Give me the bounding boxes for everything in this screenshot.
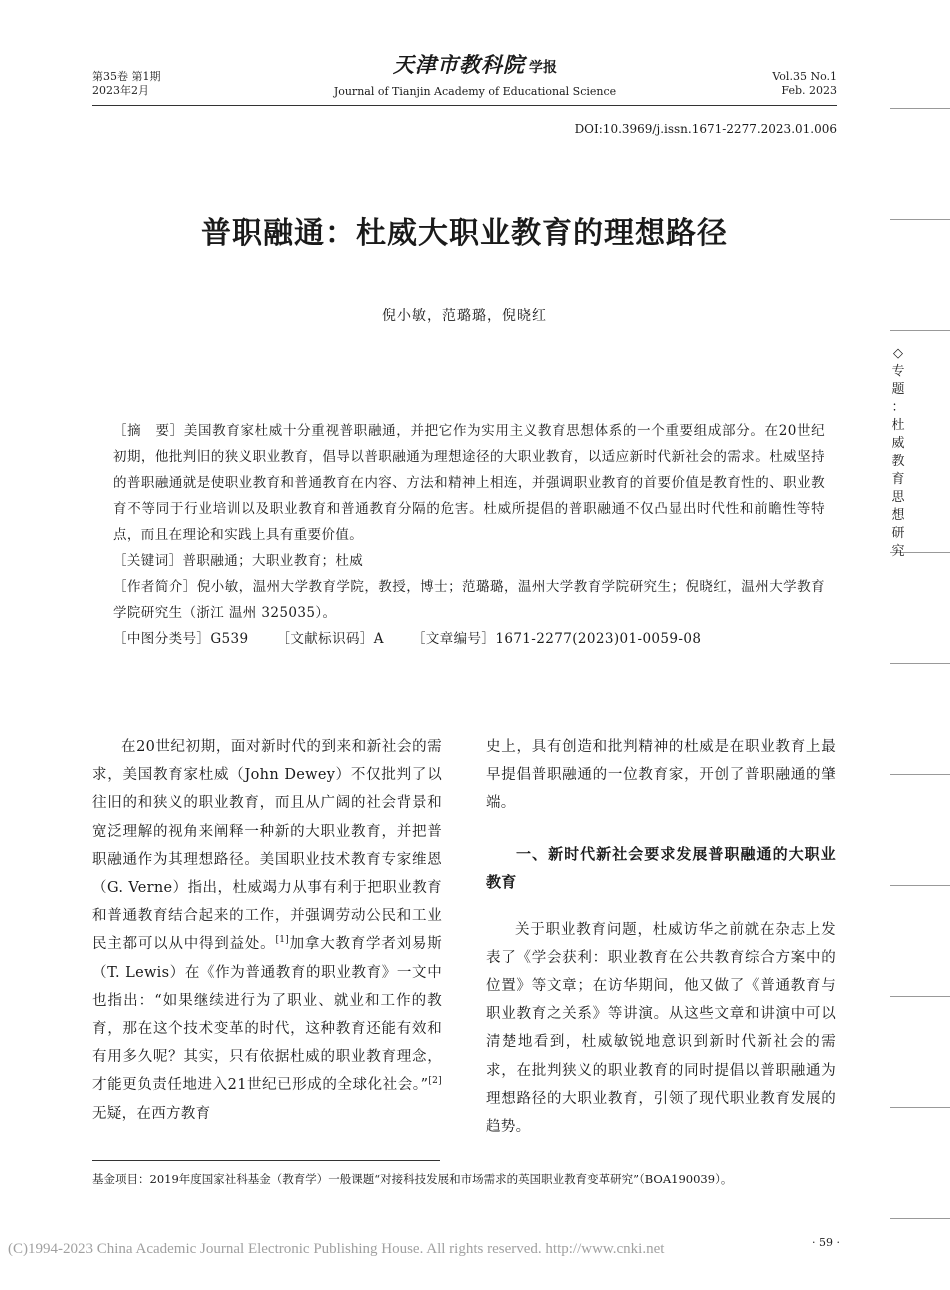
side-divider (890, 1218, 950, 1219)
body-paragraph: 关于职业教育问题，杜威访华之前就在杂志上发表了《学会获利：职业教育在公共教育综合方案中的位置》等文章；在访华期间，他又做了《普通教育与职业教育之关系》等讲演。从这些文章和讲演中可以清楚地看到，杜威敏锐地意识到新时代新社会的需求，在批判狭义的职业教育的同时提倡以普职融通为理想路径的大职业教育，引领了现代职业教育发展的趋势。 (486, 921, 836, 1136)
abstract (113, 418, 825, 548)
side-char: ： (891, 400, 905, 415)
journal-logo-suffix: 学报 (529, 60, 557, 76)
clc-value: G539 (210, 631, 249, 647)
journal-logo-text: 天津市教科院 (393, 52, 525, 77)
special-topic-label (888, 345, 908, 561)
side-divider (890, 885, 950, 886)
side-char: 思 (891, 490, 905, 505)
side-divider (890, 330, 950, 331)
keywords (113, 548, 825, 574)
body-column-left (92, 733, 442, 1128)
abstract-block (113, 418, 825, 652)
body-paragraph: 史上，具有创造和批判精神的杜威是在职业教育上最早提倡普职融通的一位教育家，开创了普职融通的肇端。 (486, 739, 836, 812)
doi[interactable]: DOI:10.3969/j.issn.1671-2277.2023.01.006 (574, 122, 837, 136)
author-bio (113, 574, 825, 626)
header-right (740, 70, 837, 98)
article-authors: 倪小敏，范璐璐，倪晓红 (382, 308, 547, 324)
side-char: 研 (891, 526, 905, 541)
abstract-label: ［摘 要］ (113, 423, 184, 439)
side-divider (890, 996, 950, 997)
article-no-label: ［文章编号］ (411, 631, 496, 647)
doc-code-label: ［文献标识码］ (276, 631, 374, 647)
date-en: Feb. 2023 (781, 84, 837, 97)
body-text: 加拿大教育学者刘易斯（T. Lewis）在《作为普通教育的职业教育》一文中也指出：“如果继续进行为了职业、就业和工作的教育，那在这个技术变革的时代，这种教育还能有效和有用多久呢？其实，只有依据杜威的职业教育理念，才能更负责任地进入21世纪已形成的全球化社会。” (92, 936, 443, 1094)
body-text: 无疑，在西方教育 (92, 1105, 211, 1122)
header-divider (92, 105, 837, 106)
side-char: 杜 (891, 418, 905, 433)
side-char: 教 (891, 454, 905, 469)
diamond-icon: ◇ (893, 346, 903, 361)
author-bio-text: 倪小敏，温州大学教育学院，教授，博士；范璐璐，温州大学教育学院研究生；倪晓红，温州大学教育学院研究生（浙江 温州 325035）。 (113, 579, 826, 621)
journal-logo (300, 52, 650, 81)
body-text: 在20世纪初期，面对新时代的到来和新社会的需求，美国教育家杜威（John Dewey）不仅批判了以往旧的和狭义的职业教育，而且从广阔的社会背景和宽泛理解的视角来阐释一种新的大职业教育，并把普职融通作为其理想路径。美国职业技术教育专家维恩（G. Verne）指出，杜威竭力从事有利于把职业教育和普通教育结合起来的工作，并强调劳动公民和工业民主都可以从中得到益处。 (92, 739, 442, 953)
keywords-label: ［关键词］ (113, 553, 183, 569)
side-divider (890, 663, 950, 664)
citation-ref[interactable]: [1] (275, 935, 290, 946)
classification-row (113, 626, 825, 652)
author-bio-label: ［作者简介］ (113, 579, 197, 595)
article-title: 普职融通：杜威大职业教育的理想路径 (201, 216, 728, 251)
clc-label: ［中图分类号］ (113, 631, 211, 647)
side-char: 题 (891, 382, 905, 397)
journal-name-en: Journal of Tianjin Academy of Educational Science (333, 85, 617, 98)
side-divider (890, 1107, 950, 1108)
funding-footnote: 基金项目：2019年度国家社科基金（教育学）一般课题“对接科技发展和市场需求的英国职业教育变革研究”（BOA190039）。 (92, 1172, 733, 1186)
side-char: 想 (891, 508, 905, 523)
side-char: 究 (891, 544, 905, 559)
copyright-watermark: (C)1994-2023 China Academic Journal Electronic Publishing House. All rights reserved. http://www.cnki.net (8, 1241, 665, 1257)
footnote-divider (92, 1160, 440, 1161)
body-column-right (486, 733, 836, 1141)
volume-issue-en: Vol.35 No.1 (772, 70, 837, 83)
citation-ref[interactable]: [2] (428, 1076, 442, 1087)
journal-masthead (300, 52, 650, 99)
side-divider (890, 219, 950, 220)
side-char: 威 (891, 436, 905, 451)
volume-issue-cn: 第35卷 第1期 (92, 70, 161, 83)
article-no-value: 1671-2277(2023)01-0059-08 (495, 631, 702, 647)
section-heading: 一、新时代新社会要求发展普职融通的大职业教育 (486, 844, 836, 891)
doc-code-value: A (373, 631, 384, 647)
page-number: · 59 · (812, 1236, 840, 1249)
body-paragraph (92, 733, 442, 1128)
header-left (92, 70, 161, 98)
keywords-text: 普职融通；大职业教育；杜威 (182, 553, 364, 569)
side-divider (890, 774, 950, 775)
abstract-text: 美国教育家杜威十分重视普职融通，并把它作为实用主义教育思想体系的一个重要组成部分。在20世纪初期，他批判旧的狭义职业教育，倡导以普职融通为理想途径的大职业教育，以适应新时代新社会的需求。杜威坚持的普职融通就是使职业教育和普通教育在内容、方法和精神上相连，并强调职业教育的首要价值是教育性的、职业教育不等同于行业培训以及职业教育和普通教育分隔的危害。杜威所提倡的普职融通不仅凸显出时代性和前瞻性等特点，而且在理论和实践上具有重要价值。 (113, 423, 826, 543)
side-char: 育 (891, 472, 905, 487)
side-char: 专 (891, 364, 905, 379)
date-cn: 2023年2月 (92, 84, 149, 97)
side-divider (890, 108, 950, 109)
